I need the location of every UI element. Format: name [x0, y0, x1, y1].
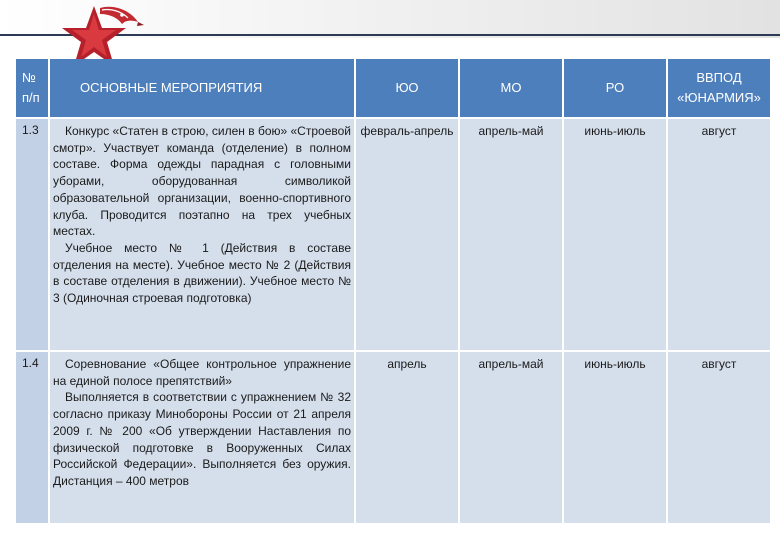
period-ro: июнь-июль: [564, 352, 666, 523]
column-header-vvpod: ВВПОД «ЮНАРМИЯ»: [668, 59, 770, 117]
period-vvpod: август: [668, 119, 770, 350]
period-mo: апрель-май: [460, 352, 562, 523]
period-ro: июнь-июль: [564, 119, 666, 350]
period-mo: апрель-май: [460, 119, 562, 350]
events-table: [14, 57, 772, 525]
table-header-row: [16, 59, 770, 117]
period-yuo: февраль-апрель: [356, 119, 458, 350]
column-header-yuo: ЮО: [356, 59, 458, 117]
period-vvpod: август: [668, 352, 770, 523]
period-yuo: апрель: [356, 352, 458, 523]
table-row: [16, 352, 770, 523]
column-header-ro: РО: [564, 59, 666, 117]
header-title: [540, 8, 770, 26]
event-description: Соревнование «Общее контрольное упражнение на единой полосе препятствий» Выполняется в соответствии с упражнением № 32 согласно приказу Минобороны России от 21 апреля 2009 г. № 200 «Об утверждении Наставления по физической подготовке в Вооруженных Силах Российской Федерации». Выполняется без оружия. Дистанция – 400 метров: [50, 352, 354, 523]
row-number: 1.4: [16, 352, 48, 523]
column-header-mo: МО: [460, 59, 562, 117]
column-header-number: № п/п: [16, 59, 48, 117]
table-row: [16, 119, 770, 350]
column-header-events: ОСНОВНЫЕ МЕРОПРИЯТИЯ: [50, 59, 354, 117]
row-number: 1.3: [16, 119, 48, 350]
event-description: Конкурс «Статен в строю, силен в бою» «Строевой смотр». Участвует команда (отделение) в полном составе. Форма одежды парадная с головными уборами, оборудованная символикой образовательной организации, военно-спортивного клуба. Проводится поэтапно на трех учебных местах. Учебное место № 1 (Действия в составе отделения на месте). Учебное место № 2 (Действия в составе отделения в движении). Учебное место № 3 (Одиночная строевая подготовка): [50, 119, 354, 350]
